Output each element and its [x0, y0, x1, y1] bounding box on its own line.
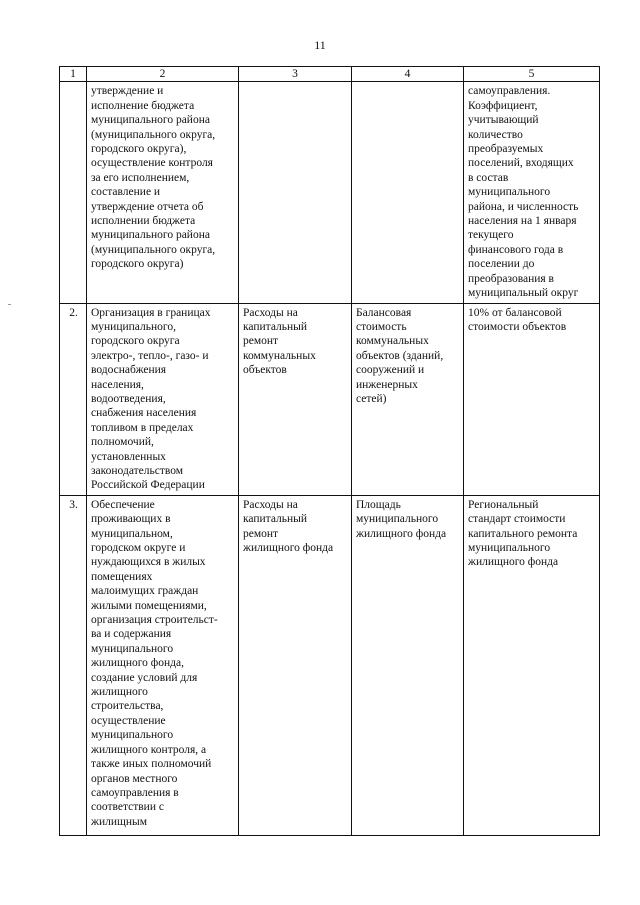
expense-cell: Расходы на капитальный ремонт коммунальных объектов [239, 303, 352, 495]
table-row [60, 82, 600, 303]
table-row [60, 303, 600, 495]
indicator-cell [352, 82, 464, 303]
expense-cell: Расходы на капитальный ремонт жилищного фонда [239, 495, 352, 835]
row-number: 2. [60, 303, 87, 495]
row-number [60, 82, 87, 303]
coefficient-cell: Региональный стандарт стоимости капитального ремонта муниципального жилищного фонда [464, 495, 600, 835]
header-col-1: 1 [60, 67, 87, 82]
header-col-3: 3 [239, 67, 352, 82]
authority-cell: утверждение и исполнение бюджета муниципального района (муниципального округа, городского округа), осуществление контроля за его исполнением, составление и утверждение отчета об исполнении бюджета муниципального района (муниципального округа, городского округа) [87, 82, 239, 303]
indicator-cell: Балансовая стоимость коммунальных объектов (зданий, сооружений и инженерных сетей) [352, 303, 464, 495]
table-row [60, 495, 600, 835]
header-col-2: 2 [87, 67, 239, 82]
authority-cell: Обеспечение проживающих в муниципальном, городском округе и нуждающихся в жилых помещениях малоимущих граждан жилыми помещениями, организация строительст- ва и содержания муниципального жилищного фонда, создание условий для жилищного строительства, осуществление муниципального жилищного контроля, а также иных полномочий органов местного самоуправления в соответствии с жилищным [87, 495, 239, 835]
allocation-table [59, 66, 600, 836]
margin-mark [8, 304, 11, 305]
expense-cell [239, 82, 352, 303]
authority-cell: Организация в границах муниципального, городского округа электро-, тепло-, газо- и водоснабжения населения, водоотведения, снабжения населения топливом в пределах полномочий, установленных законодательством Российской Федерации [87, 303, 239, 495]
coefficient-cell: 10% от балансовой стоимости объектов [464, 303, 600, 495]
header-col-5: 5 [464, 67, 600, 82]
row-number: 3. [60, 495, 87, 835]
page-number: 11 [314, 38, 326, 52]
coefficient-cell: самоуправления. Коэффициент, учитывающий количество преобразуемых поселений, входящих в состав муниципального района, и численность населения на 1 января текущего финансового года в поселении до преобразования в муниципальный округ [464, 82, 600, 303]
indicator-cell: Площадь муниципального жилищного фонда [352, 495, 464, 835]
header-col-4: 4 [352, 67, 464, 82]
header-row [60, 67, 600, 82]
